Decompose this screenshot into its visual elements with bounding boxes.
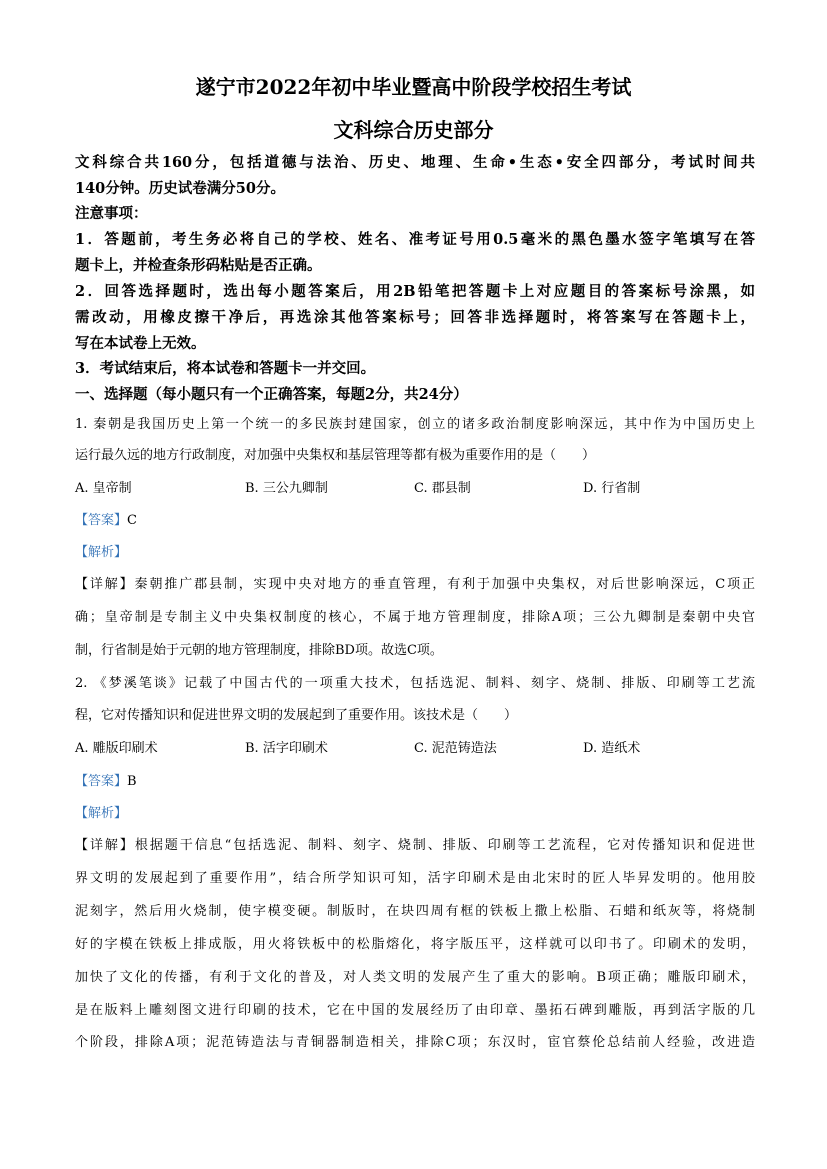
detail-line: 【详解】秦朝推广郡县制，实现中央对地方的垂直管理，有利于加强中央集权，对后世影响深远，C项正 <box>75 577 755 592</box>
detail-line: 界文明的发展起到了重要作用”，结合所学知识可知，活字印刷术是由北宋时的匠人毕昇发明的。他用胶 <box>75 871 755 886</box>
exam-title: 遂宁市2022年初中毕业暨高中阶段学校招生考试 <box>195 75 632 99</box>
option-a: A. 雕版印刷术 <box>75 741 158 756</box>
option-b: B. 三公九卿制 <box>245 481 328 496</box>
detail-line: 确；皇帝制是专制主义中央集权制度的核心，不属于地方管理制度，排除A项；三公九卿制是秦朝中央官 <box>75 610 755 625</box>
option-d: D. 造纸术 <box>583 741 641 756</box>
detail-line: 【详解】根据题干信息“包括选泥、制料、刻字、烧制、排版、印刷等工艺流程，它对传播知识和促进世 <box>75 838 755 853</box>
notice-heading: 注意事项： <box>75 205 148 222</box>
answer-value: B <box>127 774 137 789</box>
notice-line: 3．考试结束后，将本试卷和答题卡一并交回。 <box>75 360 376 377</box>
answer-tag: 【答案】 <box>75 513 128 528</box>
option-c: C. 泥范铸造法 <box>414 741 497 756</box>
detail-line: 好的字模在铁板上排成版，用火将铁板中的松脂熔化，将字版压平，这样就可以印书了。印刷术的发明， <box>75 937 755 952</box>
option-a: A. 皇帝制 <box>75 481 132 496</box>
section-heading: 一、选择题（每小题只有一个正确答案，每题2分，共24分） <box>75 386 468 403</box>
intro-line: 文科综合共160分，包括道德与法治、历史、地理、生命•生态•安全四部分，考试时间共 <box>75 154 755 171</box>
detail-line: 是在版料上雕刻图文进行印刷的技术，它在中国的发展经历了由印章、墨拓石碑到雕版，再到活字版的几 <box>75 1003 755 1018</box>
exam-subtitle: 文科综合历史部分 <box>333 118 494 142</box>
answer-line <box>75 773 755 791</box>
question-1-stem: 1. 秦朝是我国历史上第一个统一的多民族封建国家，创立的诸多政治制度影响深远，其中作为中国历史上 <box>75 417 755 432</box>
notice-line: 1．答题前，考生务必将自己的学校、姓名、准考证号用0.5毫米的黑色墨水签字笔填写在答 <box>75 231 755 248</box>
analysis-tag: 【解析】 <box>75 545 128 560</box>
notice-line: 2．回答选择题时，选出每小题答案后，用2B铅笔把答题卡上对应题目的答案标号涂黑，如 <box>75 283 755 300</box>
notice-line: 写在本试卷上无效。 <box>75 335 206 352</box>
question-2-stem: 2. 《梦溪笔谈》记载了中国古代的一项重大技术，包括选泥、制料、刻字、烧制、排版、印刷等工艺流 <box>75 676 755 691</box>
detail-line: 泥刻字，然后用火烧制，使字模变硬。制版时，在块四周有框的铁板上撒上松脂、石蜡和纸灰等，将烧制 <box>75 904 755 919</box>
option-c: C. 郡县制 <box>414 481 471 496</box>
question-1-stem: 运行最久远的地方行政制度，对加强中央集权和基层管理等都有极为重要作用的是（ ） <box>75 448 596 463</box>
intro-line: 140分钟。历史试卷满分50分。 <box>75 180 285 197</box>
detail-line: 制，行省制是始于元朝的地方管理制度，排除BD项。故选C项。 <box>75 643 443 658</box>
notice-line: 题卡上，并检查条形码粘贴是否正确。 <box>75 257 322 274</box>
answer-value: C <box>127 513 137 528</box>
answer-tag: 【答案】 <box>75 774 128 789</box>
option-b: B. 活字印刷术 <box>245 741 328 756</box>
answer-line <box>75 512 755 530</box>
detail-line: 个阶段，排除A项；泥范铸造法与青铜器制造相关，排除C项；东汉时，宦官蔡伦总结前人经验，改进造 <box>75 1035 755 1050</box>
question-2-stem: 程，它对传播知识和促进世界文明的发展起到了重要作用。该技术是（ ） <box>75 708 518 723</box>
detail-line: 加快了文化的传播，有利于文化的普及，对人类文明的发展产生了重大的影响。B项正确；雕版印刷术， <box>75 970 755 985</box>
analysis-tag: 【解析】 <box>75 806 128 821</box>
option-d: D. 行省制 <box>583 481 641 496</box>
notice-line: 需改动，用橡皮擦干净后，再选涂其他答案标号；回答非选择题时，将答案写在答题卡上， <box>75 309 755 326</box>
